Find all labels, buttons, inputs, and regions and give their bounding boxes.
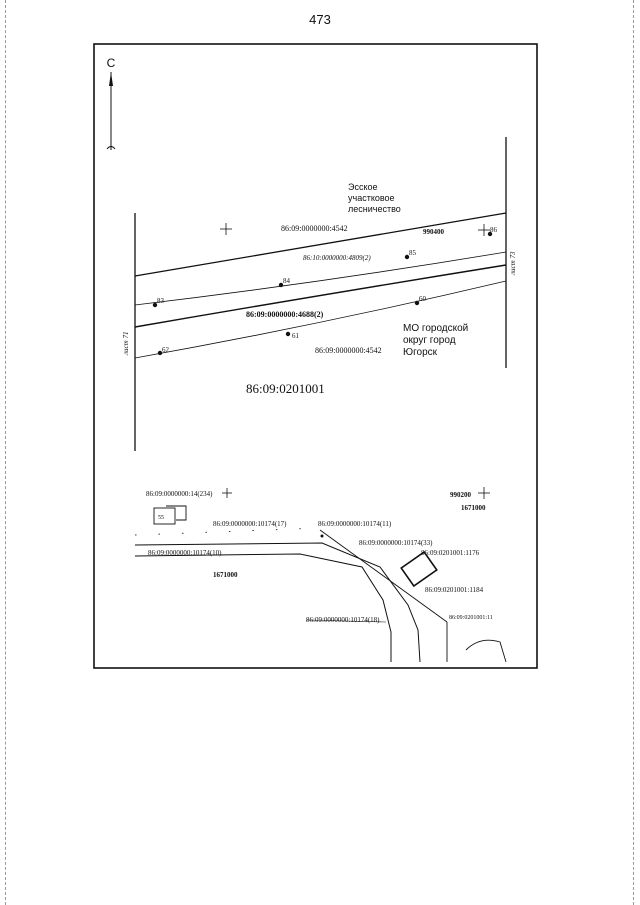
road-label-10174-18: 86:09:0000000:10174(18)	[306, 616, 380, 624]
road-edge-dotted	[135, 528, 320, 535]
parcel-label-1184: 86:09:0201001:1184	[425, 586, 484, 594]
building-1176	[401, 552, 437, 586]
road-point-marker	[321, 535, 324, 538]
coord-label-990200: 990200	[450, 491, 471, 499]
page-number: 473	[309, 12, 331, 27]
parcel-label-4542-south: 86:09:0000000:4542	[315, 346, 382, 355]
parcel-label-11-cut: 86:09:0201001:11	[449, 615, 493, 621]
north-label: С	[106, 56, 116, 70]
coord-label-1671000-left: 1671000	[213, 571, 238, 579]
forest-label-line-3: лесничество	[348, 204, 401, 214]
grid-cross-upper	[220, 223, 490, 236]
map-frame	[94, 44, 537, 668]
forest-label-line-2: участковое	[348, 193, 395, 203]
parcel-label-1176: 86:09:0201001:1176	[421, 549, 480, 557]
sheet-label-73: лист 73	[509, 251, 517, 275]
point-label-85: 85	[409, 249, 416, 257]
parcel-label-4688: 86:09:0000000:4688(2)	[246, 310, 324, 319]
coord-label-1671000-right: 1671000	[461, 504, 486, 512]
road-edge-south	[135, 554, 391, 662]
road-label-10174-33: 86:09:0000000:10174(33)	[359, 539, 433, 547]
municipality-label-line-2: округ город	[403, 335, 456, 346]
parcel-label-4809: 86:10:0000000:4809(2)	[303, 254, 371, 262]
road-label-10174-11: 86:09:0000000:10174(11)	[318, 520, 392, 528]
parcel-label-14-234: 86:09:0000000:14(234)	[146, 490, 213, 498]
point-61	[286, 332, 290, 336]
building-label-55: 55	[158, 515, 164, 521]
point-label-61: 61	[292, 332, 299, 340]
sheet-label-71: лист 71	[122, 331, 130, 355]
north-arrow-icon	[107, 72, 115, 150]
point-label-86: 86	[490, 226, 497, 234]
road-edge-north	[135, 543, 420, 662]
parcel-label-4542-north: 86:09:0000000:4542	[281, 224, 348, 233]
coord-label-990400: 990400	[423, 228, 444, 236]
road-label-10174-10: 86:09:0000000:10174(10)	[148, 549, 222, 557]
forest-label-line-1: Эсское	[348, 182, 378, 192]
road-label-10174-17: 86:09:0000000:10174(17)	[213, 520, 287, 528]
point-label-62: 62	[162, 346, 169, 354]
point-label-83: 83	[157, 297, 164, 305]
point-label-60: 60	[419, 295, 426, 303]
block-number-label: 86:09:0201001	[246, 381, 325, 396]
municipality-label-line-3: Югорск	[403, 347, 438, 358]
municipality-label-line-1: МО городской	[403, 323, 469, 334]
parcel-line-11-edge	[466, 640, 506, 662]
forest-boundary-line	[135, 213, 506, 276]
point-label-84: 84	[283, 277, 290, 285]
